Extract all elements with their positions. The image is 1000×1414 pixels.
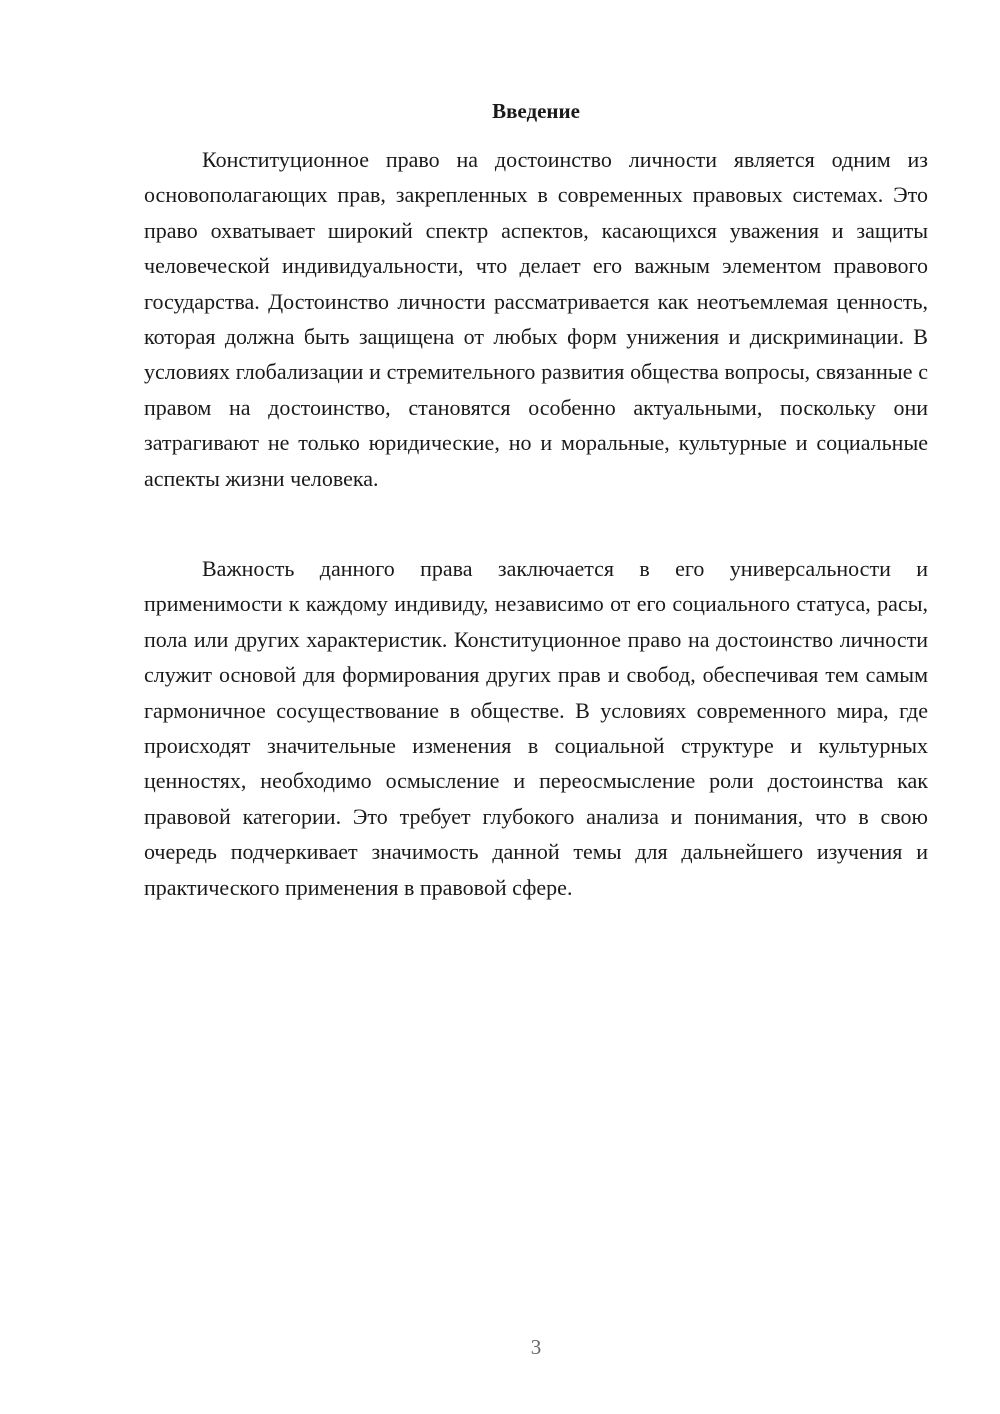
page-title: Введение	[492, 99, 580, 123]
paragraph-2: Важность данного права заключается в его универсальности и применимости к каждому индивиду, независимо от его социального статуса, расы, пола или других характеристик. Конституционное право на достоинство личности служит основой для формирования других прав и свобод, обеспечивая тем самым гармоничное сосуществование в обществе. В условиях современного мира, где происходят значительные изменения в социальной структуре и культурных ценностях, необходимо осмысление и переосмысление роли достоинства как правовой категории. Это требует глубокого анализа и понимания, что в свою очередь подчеркивает значимость данной темы для дальнейшего изучения и практического применения в правовой сфере.	[144, 556, 928, 900]
paragraph-1: Конституционное право на достоинство личности является одним из основополагающих прав, закрепленных в современных правовых системах. Это право охватывает широкий спектр аспектов, касающихся уважения и защиты человеческой индивидуальности, что делает его важным элементом правового государства. Достоинство личности рассматривается как неотъемлемая ценность, которая должна быть защищена от любых форм унижения и дискриминации. В условиях глобализации и стремительного развития общества вопросы, связанные с правом на достоинство, становятся особенно актуальными, поскольку они затрагивают не только юридические, но и моральные, культурные и социальные аспекты жизни человека.	[144, 147, 928, 491]
page-number: 3	[530, 1335, 542, 1359]
